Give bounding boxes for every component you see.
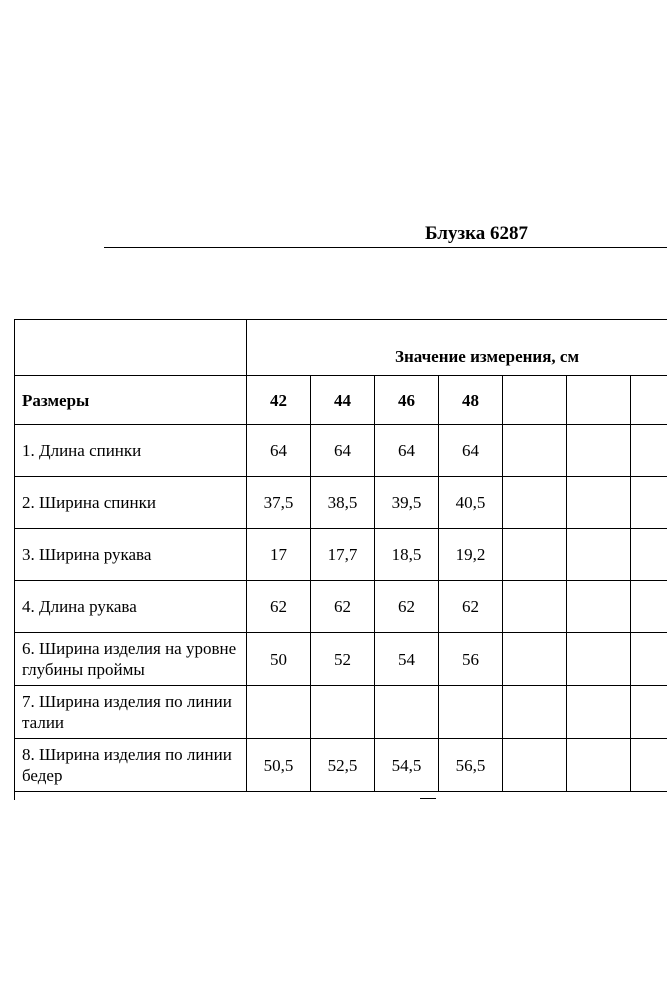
value-cell: [567, 425, 631, 477]
value-cell: [503, 477, 567, 529]
value-cell: 62: [247, 581, 311, 633]
table-row: [15, 425, 667, 477]
value-cell: 56,5: [439, 739, 503, 792]
value-cell: 64: [247, 425, 311, 477]
value-cell: [439, 686, 503, 739]
table-row: [15, 529, 667, 581]
size-cell: 44: [311, 376, 375, 425]
row-label: 6. Ширина изделия на уровне глубины проймы: [15, 633, 247, 686]
value-cell: 38,5: [311, 477, 375, 529]
size-cell: [503, 376, 567, 425]
value-cell: [247, 686, 311, 739]
size-cell: [631, 376, 667, 425]
value-cell: 50,5: [247, 739, 311, 792]
row-label: 8. Ширина изделия по линии бедер: [15, 739, 247, 792]
size-chart-table: [14, 319, 667, 792]
value-cell: [567, 633, 631, 686]
value-cell: [503, 633, 567, 686]
size-cell: 46: [375, 376, 439, 425]
value-cell: 56: [439, 633, 503, 686]
value-cell: 17: [247, 529, 311, 581]
value-cell: 64: [375, 425, 439, 477]
value-cell: [503, 581, 567, 633]
size-cell: [567, 376, 631, 425]
sizes-label: Размеры: [15, 376, 247, 425]
value-cell: [631, 633, 667, 686]
header-empty-cell: [15, 320, 247, 376]
value-cell: [503, 686, 567, 739]
table-row: [15, 633, 667, 686]
title-underline: [104, 247, 667, 248]
value-cell: [503, 739, 567, 792]
value-cell: [375, 686, 439, 739]
header-row: [15, 320, 667, 376]
value-cell: 62: [439, 581, 503, 633]
value-cell: [631, 425, 667, 477]
value-cell: 54: [375, 633, 439, 686]
value-cell: 52: [311, 633, 375, 686]
size-cell: 42: [247, 376, 311, 425]
row-label: 4. Длина рукава: [15, 581, 247, 633]
value-cell: [631, 581, 667, 633]
value-cell: 50: [247, 633, 311, 686]
value-cell: [631, 686, 667, 739]
size-cell: 48: [439, 376, 503, 425]
table-row: [15, 686, 667, 739]
value-cell: [311, 686, 375, 739]
value-cell: 17,7: [311, 529, 375, 581]
value-cell: [631, 739, 667, 792]
row-label: 1. Длина спинки: [15, 425, 247, 477]
value-cell: 64: [311, 425, 375, 477]
value-cell: [631, 529, 667, 581]
value-cell: [567, 739, 631, 792]
table-row: [15, 581, 667, 633]
value-cell: [503, 529, 567, 581]
dash-mark: [420, 798, 436, 799]
row-label: 7. Ширина изделия по линии талии: [15, 686, 247, 739]
value-cell: 62: [311, 581, 375, 633]
document-title: Блузка 6287: [425, 223, 529, 244]
row-label: 3. Ширина рукава: [15, 529, 247, 581]
sizes-row: [15, 376, 667, 425]
row-label: 2. Ширина спинки: [15, 477, 247, 529]
measurement-header: Значение измерения, см: [247, 320, 667, 376]
value-cell: [631, 477, 667, 529]
value-cell: 54,5: [375, 739, 439, 792]
value-cell: 40,5: [439, 477, 503, 529]
value-cell: [567, 529, 631, 581]
value-cell: [567, 581, 631, 633]
table-bottom-edge: [14, 784, 15, 800]
value-cell: 19,2: [439, 529, 503, 581]
value-cell: 37,5: [247, 477, 311, 529]
value-cell: 64: [439, 425, 503, 477]
value-cell: 18,5: [375, 529, 439, 581]
value-cell: [567, 686, 631, 739]
table-row: [15, 739, 667, 792]
value-cell: 39,5: [375, 477, 439, 529]
value-cell: 62: [375, 581, 439, 633]
value-cell: [503, 425, 567, 477]
value-cell: 52,5: [311, 739, 375, 792]
table-row: [15, 477, 667, 529]
value-cell: [567, 477, 631, 529]
